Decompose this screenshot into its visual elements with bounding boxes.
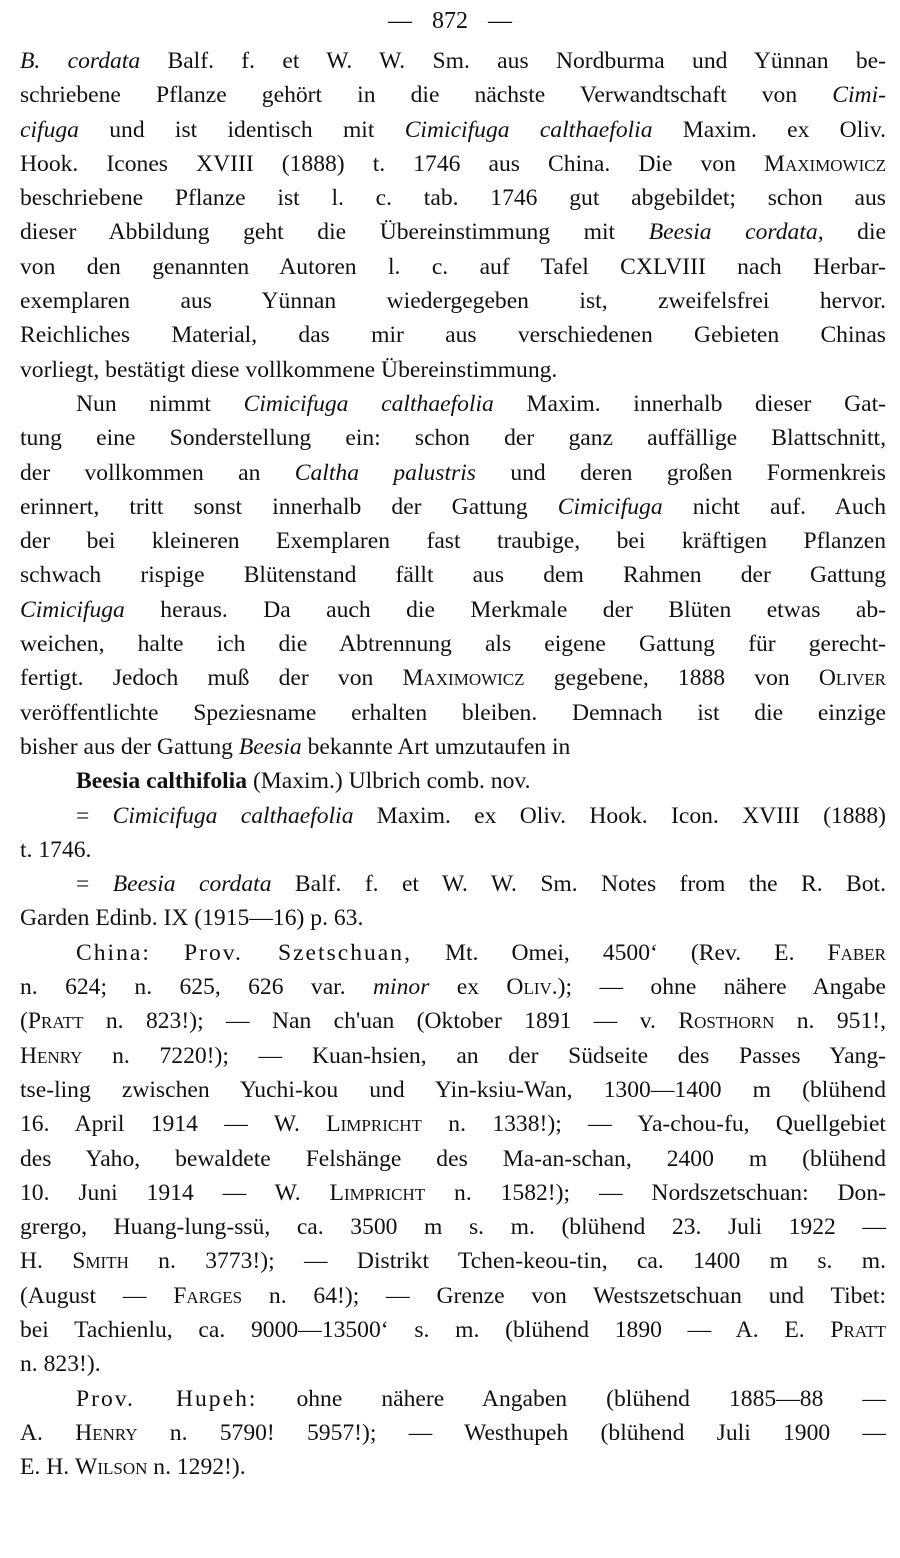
text-segment: der vollkommen an	[20, 459, 295, 486]
author-name: Pratt	[830, 1316, 886, 1343]
text-line	[20, 387, 886, 421]
italic-text: Beesia cordata,	[648, 219, 824, 246]
text-segment: Prov. Hupeh:	[76, 1385, 258, 1412]
text-segment: tse-ling zwischen Yuchi-kou und Yin-ksiu-Wan, 1300—1400 m (blühend	[20, 1076, 886, 1103]
text-segment: und deren großen Formenkreis	[475, 459, 886, 486]
text-segment: des Yaho, bewaldete Felshänge des Ma-an-schan, 2400 m (blühend	[20, 1145, 886, 1172]
text-line	[20, 901, 886, 935]
text-segment: n. 64!); — Grenze von Westszetschuan und Tibet:	[242, 1282, 886, 1309]
text-line	[20, 1347, 886, 1381]
text-line	[20, 353, 886, 387]
document-body	[20, 44, 886, 1484]
text-segment: Nun nimmt	[76, 390, 244, 417]
text-segment: H.	[20, 1248, 73, 1275]
text-line	[20, 1382, 886, 1416]
text-segment: Maxim. innerhalb dieser Gat-	[493, 390, 886, 417]
text-segment: Maxim. ex Oliv.	[652, 116, 886, 143]
text-segment: Balf. f. et W. W. Sm. aus Nordburma und Yünnan be-	[140, 48, 886, 74]
text-segment: und ist identisch mit	[78, 116, 405, 143]
text-segment: bei Tachienlu, ca. 9000—13500ʻ s. m. (blühend 1890 — A. E.	[20, 1316, 831, 1343]
text-line	[20, 558, 886, 592]
text-segment: (Maxim.) Ulbrich comb. nov.	[247, 768, 531, 795]
text-segment: =	[76, 802, 113, 829]
text-line	[20, 250, 886, 284]
text-segment: ohne nähere Angaben (blühend 1885—88 —	[257, 1385, 886, 1412]
text-line	[20, 799, 886, 833]
text-line	[20, 1450, 886, 1484]
text-line	[20, 421, 886, 455]
text-segment: nicht auf. Auch	[662, 493, 886, 520]
text-segment: t. 1746.	[20, 836, 92, 863]
italic-text: Cimicifuga calthaefolia	[112, 802, 354, 829]
text-line	[20, 970, 886, 1004]
text-segment: bekannte Art umzutaufen in	[301, 733, 571, 760]
text-line	[20, 284, 886, 318]
text-segment: weichen, halte ich die Abtrennung als eigene Gattung für gerecht-	[20, 631, 886, 658]
text-segment	[151, 940, 184, 966]
author-name: Maximowicz	[763, 150, 886, 177]
text-segment: veröffentlichte Speziesname erhalten bleiben. Demnach ist die einzige	[20, 699, 886, 726]
text-segment: Reichliches Material, das mir aus verschiedenen Gebieten Chinas	[20, 322, 886, 349]
text-line	[20, 936, 886, 970]
text-line	[20, 627, 886, 661]
text-segment: n. 823!).	[20, 1351, 101, 1378]
text-segment: n. 5790! 5957!); — Westhupeh (blühend Juli 1900 —	[137, 1419, 886, 1446]
text-segment: China:	[76, 939, 151, 966]
text-line	[20, 490, 886, 524]
text-line	[20, 1039, 886, 1073]
author-name: Oliver	[818, 665, 886, 692]
italic-text: B. cordata	[20, 48, 141, 74]
author-name: Henry	[20, 1042, 83, 1069]
text-segment: Garden Edinb. IX (1915—16) p. 63.	[20, 905, 364, 932]
text-line	[20, 1416, 886, 1450]
text-segment: n. 1582!); — Nordszetschuan: Don-	[425, 1179, 887, 1206]
text-segment: bisher aus der Gattung	[20, 733, 239, 760]
text-segment: (	[20, 1008, 28, 1035]
text-line	[20, 78, 886, 112]
text-segment: Maxim. ex Oliv. Hook. Icon. XVIII (1888)	[353, 802, 886, 829]
italic-text: Cimicifuga calthaefolia	[243, 390, 494, 417]
text-line	[20, 696, 886, 730]
text-line	[20, 867, 886, 901]
italic-text: Caltha palustris	[294, 459, 476, 486]
author-name: Rosthorn	[678, 1008, 775, 1035]
text-line	[20, 44, 886, 78]
text-segment: schwach rispige Blütenstand fällt aus dem Rahmen der Gattung	[20, 562, 886, 589]
text-segment: exemplaren aus Yünnan wiedergegeben ist, zweifelsfrei hervor.	[20, 288, 886, 315]
text-segment: n. 1338!); — Ya-chou-fu, Quellgebiet	[421, 1111, 886, 1138]
bold-taxon-name: Beesia calthifolia	[76, 768, 248, 795]
text-segment: n. 3773!); — Distrikt Tchen-keou-tin, ca. 1400 m s. m.	[128, 1248, 886, 1275]
italic-text: Cimicifuga	[20, 596, 125, 623]
text-segment: die	[823, 219, 886, 246]
text-line	[20, 318, 886, 352]
italic-text: Cimi-	[832, 82, 886, 109]
text-segment: Prov. Szetschuan,	[183, 939, 412, 966]
text-segment: 16. April 1914 — W.	[20, 1111, 327, 1138]
text-segment: dieser Abbildung geht die Übereinstimmung mit	[20, 219, 649, 246]
text-line	[20, 456, 886, 490]
italic-text: minor	[373, 974, 430, 1001]
text-segment: erinnert, tritt sonst innerhalb der Gattung	[20, 493, 558, 520]
text-line	[20, 1176, 886, 1210]
text-segment: heraus. Da auch die Merkmale der Blüten etwas ab-	[124, 596, 886, 623]
author-name: Smith	[72, 1248, 129, 1275]
text-segment: Mt. Omei, 4500ʻ (Rev. E.	[411, 939, 828, 966]
text-segment: (August —	[20, 1282, 174, 1309]
text-line	[20, 1279, 886, 1313]
italic-text: Beesia	[238, 733, 302, 760]
text-line	[20, 1004, 886, 1038]
italic-text: Cimicifuga calthaefolia	[404, 116, 653, 143]
italic-text: Cimicifuga	[557, 493, 663, 520]
text-line	[20, 1244, 886, 1278]
italic-text: Beesia cordata	[112, 871, 272, 898]
text-segment: der bei kleineren Exemplaren fast traubige, bei kräftigen Pflanzen	[20, 528, 886, 555]
text-segment: n. 1292!).	[147, 1454, 246, 1481]
text-line	[20, 661, 886, 695]
text-segment: A.	[20, 1419, 76, 1446]
page-number: — 872 —	[388, 8, 512, 34]
author-name: Faber	[827, 939, 886, 966]
text-segment: E. H.	[20, 1454, 76, 1481]
text-line	[20, 1073, 886, 1107]
author-name: Limpricht	[326, 1111, 422, 1138]
text-segment: ); — ohne nähere Angabe	[557, 974, 886, 1001]
text-line	[20, 833, 886, 867]
text-segment: Hook. Icones XVIII (1888) t. 1746 aus China. Die von	[20, 150, 764, 177]
author-name: Pratt	[27, 1008, 84, 1035]
text-line	[20, 1142, 886, 1176]
text-segment: 10. Juni 1914 — W.	[20, 1179, 330, 1206]
text-segment: grergo, Huang-lung-ssü, ca. 3500 m s. m. (blühend 23. Juli 1922 —	[20, 1214, 886, 1241]
text-segment: Balf. f. et W. W. Sm. Notes from the R. Bot.	[271, 871, 886, 898]
author-name: Oliv.	[506, 974, 558, 1001]
text-line	[20, 764, 886, 798]
author-name: Henry	[75, 1419, 138, 1446]
author-name: Wilson	[75, 1454, 148, 1481]
text-line	[20, 730, 886, 764]
text-line	[20, 215, 886, 249]
text-line	[20, 524, 886, 558]
text-segment: ex	[429, 974, 507, 1001]
text-segment: =	[76, 871, 113, 898]
text-line	[20, 147, 886, 181]
text-segment: von den genannten Autoren l. c. auf Tafel CXLVIII nach Herbar-	[20, 253, 886, 280]
author-name: Farges	[173, 1282, 243, 1309]
text-segment: vorliegt, bestätigt diese vollkommene Übereinstimmung.	[20, 356, 558, 383]
text-segment: n. 823!); — Nan ch'uan (Oktober 1891 — v.	[83, 1008, 679, 1035]
text-segment: tung eine Sonderstellung ein: schon der ganz auffällige Blattschnitt,	[20, 425, 886, 452]
italic-text: cifuga	[20, 116, 79, 143]
text-segment: n. 7220!); — Kuan-hsien, an der Südseite des Passes Yang-	[82, 1042, 886, 1069]
text-segment: schriebene Pflanze gehört in die nächste Verwandtschaft von	[20, 82, 833, 109]
author-name: Limpricht	[329, 1179, 426, 1206]
text-segment: n. 624; n. 625, 626 var.	[20, 974, 373, 1001]
text-line	[20, 181, 886, 215]
text-segment: gegebene, 1888 von	[524, 665, 819, 692]
text-segment: n. 951!,	[774, 1008, 886, 1035]
author-name: Maximowicz	[402, 665, 525, 692]
text-line	[20, 593, 886, 627]
text-line	[20, 1107, 886, 1141]
text-line	[20, 1210, 886, 1244]
text-segment: fertigt. Jedoch muß der von	[20, 665, 403, 692]
text-segment: beschriebene Pflanze ist l. c. tab. 1746 gut abgebildet; schon aus	[20, 185, 886, 212]
text-line	[20, 1313, 886, 1347]
text-line	[20, 113, 886, 147]
